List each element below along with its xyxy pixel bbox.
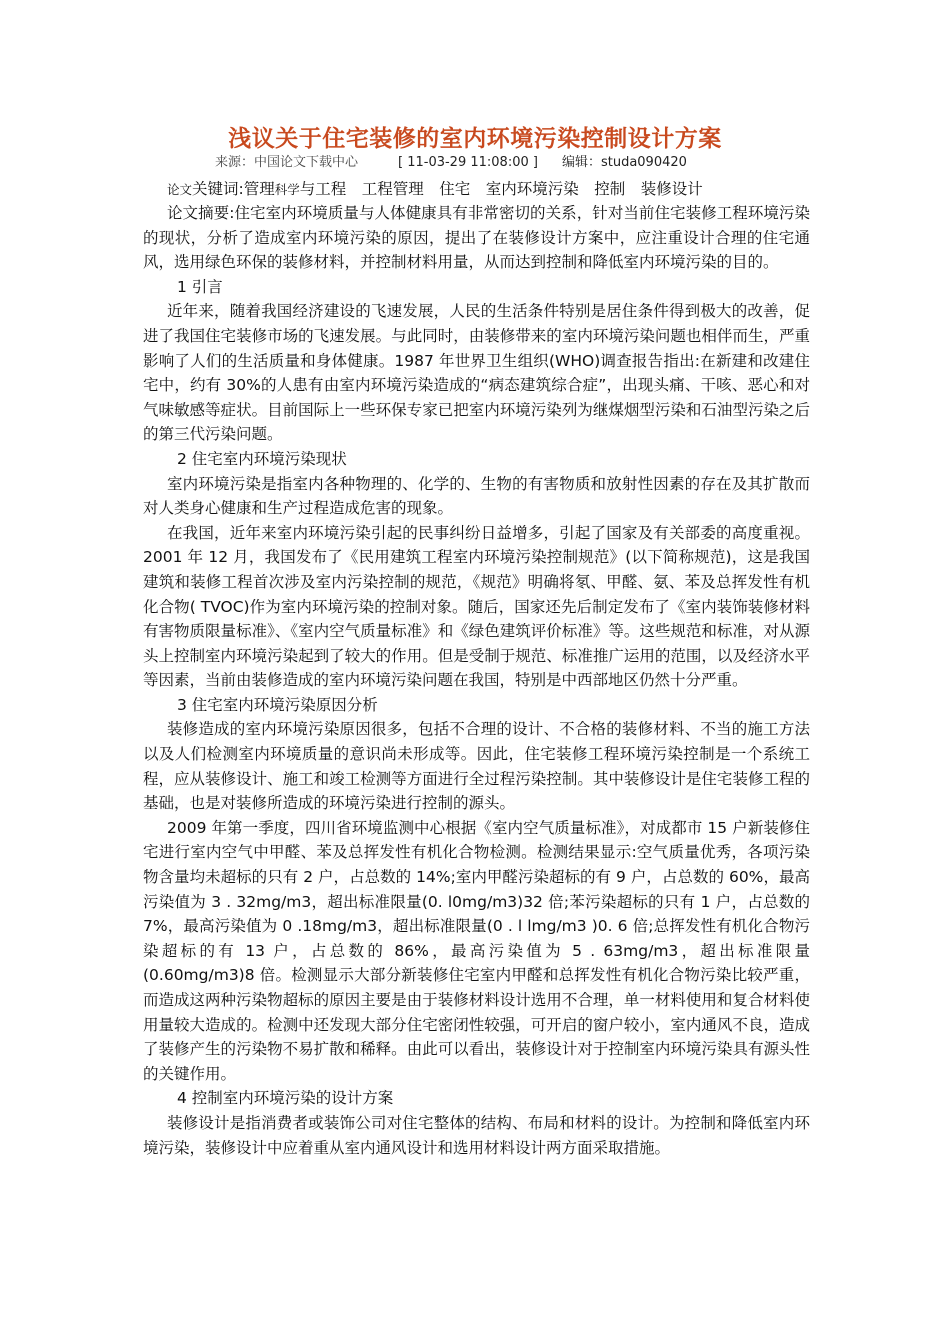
editor-label: 编辑：studa090420 [561, 155, 687, 170]
timestamp: [ 11-03-29 11:08:00 ] [398, 155, 538, 170]
article-body [143, 201, 810, 1160]
body-paragraph: 装修设计是指消费者或装饰公司对住宅整体的结构、布局和材料的设计。为控制和降低室内环境污染，装修设计中应着重从室内通风设计和选用材料设计两方面采取措施。 [143, 1113, 810, 1157]
keywords-prefix: 论文 [167, 182, 193, 197]
keywords-line [167, 177, 703, 199]
body-paragraph: 室内环境污染是指室内各种物理的、化学的、生物的有害物质和放射性因素的存在及其扩散而对人类身心健康和生产过程造成危害的现象。 [143, 474, 810, 518]
section-heading: 1 引言 [177, 277, 223, 296]
article-meta [215, 151, 687, 170]
section-heading: 2 住宅室内环境污染现状 [177, 449, 347, 468]
source-label: 来源：中国论文下载中心 [215, 155, 359, 170]
body-paragraph: 在我国，近年来室内环境污染引起的民事纠纷日益增多，引起了国家及有关部委的高度重视。2001 年 12 月，我国发布了《民用建筑工程室内环境污染控制规范》(以下简称规范)，这是我国建筑和装修工程首次涉及室内污染控制的规范，《规范》明确将氡、甲醛、氨、苯及总挥发性有机化合物( TVOC)作为室内环境污染的控制对象。随后，国家还先后制定发布了《室内装饰装修材料有害物质限量标准》、《室内空气质量标准》和《绿色建筑评价标准》等。这些规范和标准，对从源头上控制室内环境污染起到了较大的作用。但是受制于规范、标准推广运用的范围，以及经济水平等因素，当前由装修造成的室内环境污染问题在我国，特别是中西部地区仍然十分严重。 [143, 523, 810, 690]
keywords-rest: 与工程 工程管理 住宅 室内环境污染 控制 装修设计 [299, 180, 703, 198]
body-paragraph: 近年来，随着我国经济建设的飞速发展，人民的生活条件特别是居住条件得到极大的改善，促进了我国住宅装修市场的飞速发展。与此同时，由装修带来的室内环境污染问题也相伴而生，严重影响了人们的生活质量和身体健康。1987 年世界卫生组织(WHO)调查报告指出:在新建和改建住宅中，约有 30%的人患有由室内环境污染造成的“病态建筑综合症”，出现头痛、干咳、恶心和对气味敏感等症状。目前国际上一些环保专家已把室内环境污染列为继煤烟型污染和石油型污染之后的第三代污染问题。 [143, 302, 810, 444]
keywords-label: 关键词:管理 [192, 180, 275, 198]
body-paragraph: 装修造成的室内环境污染原因很多，包括不合理的设计、不合格的装修材料、不当的施工方法以及人们检测室内环境质量的意识尚未形成等。因此，住宅装修工程环境污染控制是一个系统工程，应从装修设计、施工和竣工检测等方面进行全过程污染控制。其中装修设计是住宅装修工程的基础，也是对装修所造成的环境污染进行控制的源头。 [143, 720, 810, 813]
section-heading: 4 控制室内环境污染的设计方案 [177, 1089, 394, 1108]
section-heading: 3 住宅室内环境污染原因分析 [177, 695, 378, 714]
keywords-small: 科学 [274, 182, 300, 197]
body-paragraph: 2009 年第一季度，四川省环境监测中心根据《室内空气质量标准》，对成都市 15 户新装修住宅进行室内空气中甲醛、苯及总挥发性有机化合物检测。检测结果显示:空气质量优秀，各项污染物含量均未超标的只有 2 户，占总数的 14%;室内甲醛污染超标的有 9 户，占总数的 60%，最高污染值为 3 . 32mg/m3，超出标准限量(0. l0mg/m3)32 倍;苯污染超标的只有 1 户，占总数的 7%，最高污染值为 0 .18mg/m3，超出标准限量(0 . l lmg/m3 )0. 6 倍;总挥发性有机化合物污染超标的有 13 户，占总数的 86%，最高污染值为 5 . 63mg/m3，超出标准限量(0.60mg/m3)8 倍。检测显示大部分新装修住宅室内甲醛和总挥发性有机化合物污染比较严重，而造成这两种污染物超标的原因主要是由于装修材料设计选用不合理，单一材料使用和复合材料使用量较大造成的。检测中还发现大部分住宅密闭性较强，可开启的窗户较小，室内通风不良，造成了装修产生的污染物不易扩散和稀释。由此可以看出，装修设计对于控制室内环境污染具有源头性的关键作用。 [143, 818, 810, 1083]
article-title: 浅议关于住宅装修的室内环境污染控制设计方案 [228, 126, 722, 152]
abstract-paragraph: 论文摘要:住宅室内环境质量与人体健康具有非常密切的关系，针对当前住宅装修工程环境污染的现状，分析了造成室内环境污染的原因，提出了在装修设计方案中，应注重设计合理的住宅通风，选用绿色环保的装修材料，并控制材料用量，从而达到控制和降低室内环境污染的目的。 [143, 204, 810, 272]
